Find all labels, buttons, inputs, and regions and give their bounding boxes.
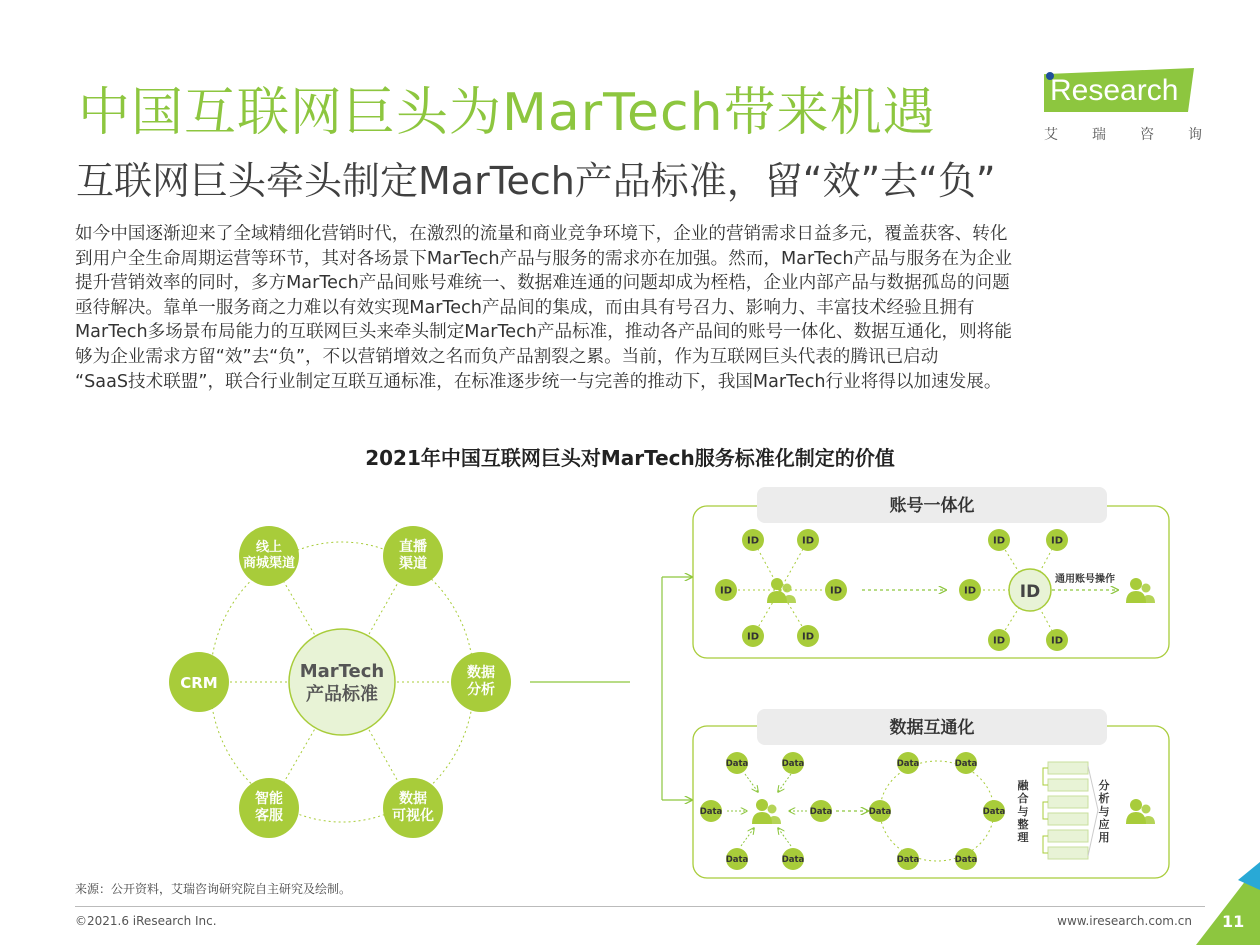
svg-text:ID: ID: [801, 535, 815, 547]
panel-account-title: 账号一体化: [889, 496, 975, 516]
svg-text:数据: 数据: [399, 791, 427, 807]
svg-text:与: 与: [1017, 805, 1029, 818]
svg-text:ID: ID: [992, 535, 1006, 547]
unified-id-label: ID: [1019, 582, 1041, 602]
body-line: 提升营销效率的同时，多方MarTech产品间账号难统一、数据难连通的问题却成为桎梏，企业内部产品与数据孤岛的问题: [75, 273, 1010, 294]
svg-text:Data: Data: [781, 759, 805, 770]
logo-sub-char: 瑞: [1092, 127, 1106, 143]
id-badge: [742, 625, 764, 647]
hub-diagram: [169, 526, 511, 838]
body-line: MarTech多场景布局能力的互联网巨头来牵头制定MarTech产品标准，推动各产品间的账号一体化、数据互通化，则将能: [75, 322, 1012, 343]
svg-text:CRM: CRM: [180, 674, 218, 692]
svg-text:用: 用: [1098, 831, 1110, 844]
logo-sub-char: 咨: [1140, 127, 1154, 143]
logo-sub-char: 询: [1188, 127, 1202, 143]
svg-text:Data: Data: [982, 807, 1006, 818]
svg-text:客服: 客服: [255, 808, 283, 824]
svg-text:Data: Data: [725, 855, 749, 866]
svg-text:析: 析: [1098, 792, 1110, 805]
hub-node-online-mall: [239, 526, 299, 586]
page-number: 11: [1222, 912, 1245, 931]
svg-text:应: 应: [1098, 818, 1110, 831]
id-badge: [797, 529, 819, 551]
merge-label: [1018, 778, 1030, 844]
svg-text:ID: ID: [963, 585, 977, 597]
svg-text:ID: ID: [801, 631, 815, 643]
hub-center-label: 产品标准: [306, 684, 378, 705]
svg-text:ID: ID: [1050, 635, 1064, 647]
hub-center-circle: [289, 629, 395, 735]
id-badge: [742, 529, 764, 551]
svg-text:直播: 直播: [399, 539, 427, 555]
page-title: 中国互联网巨头为MarTech带来机遇: [78, 83, 936, 143]
website-link[interactable]: www.iresearch.com.cn: [1057, 914, 1192, 928]
svg-text:智能: 智能: [255, 791, 283, 807]
id-badge: [715, 579, 737, 601]
id-badge: [988, 529, 1010, 551]
svg-text:Data: Data: [954, 855, 978, 866]
copyright: ©2021.6 iResearch Inc.: [75, 914, 217, 928]
svg-text:ID: ID: [1050, 535, 1064, 547]
body-line: 如今中国逐渐迎来了全域精细化营销时代，在激烈的流量和商业竞争环境下，企业的营销需求日益多元，覆盖获客、转化: [75, 224, 1008, 244]
body-line: 到用户全生命周期运营等环节，其对各场景下MarTech产品与服务的需求亦在加强。然而，MarTech产品与服务在为企业: [75, 248, 1012, 269]
svg-text:ID: ID: [719, 585, 733, 597]
operation-label: 通用账号操作: [1055, 574, 1115, 585]
svg-text:Data: Data: [781, 855, 805, 866]
body-line: 亟待解决。靠单一服务商之力难以有效实现MarTech产品间的集成，而由具有号召力、影响力、丰富技术经验且拥有: [75, 297, 975, 318]
hub-node-data-visualization: [383, 778, 443, 838]
svg-text:数据: 数据: [467, 665, 495, 681]
body-line: “SaaS技术联盟”，联合行业制定互联互通标准，在标准逐步统一与完善的推动下，我国MarTech行业将得以加速发展。: [75, 371, 1002, 392]
svg-text:Data: Data: [725, 759, 749, 770]
source-note: 来源：公开资料，艾瑞咨询研究院自主研究及绘制。: [75, 882, 352, 896]
id-badge: [825, 579, 847, 601]
svg-text:可视化: 可视化: [392, 808, 434, 824]
svg-text:分: 分: [1098, 779, 1110, 792]
hub-node-live-channel: [383, 526, 443, 586]
branch-connector: [530, 577, 692, 800]
svg-text:整: 整: [1017, 818, 1029, 831]
svg-text:Data: Data: [896, 759, 920, 770]
id-badge: [1046, 529, 1068, 551]
svg-text:Data: Data: [954, 759, 978, 770]
svg-text:Data: Data: [809, 807, 833, 818]
svg-text:渠道: 渠道: [399, 556, 427, 572]
panel-data-title: 数据互通化: [889, 718, 975, 738]
hub-node-data-analysis: [451, 652, 511, 712]
svg-text:商城渠道: 商城渠道: [242, 556, 296, 571]
svg-text:ID: ID: [992, 635, 1006, 647]
page-subtitle: 互联网巨头牵头制定MarTech产品标准，留“效”去“负”: [76, 159, 996, 203]
svg-text:ID: ID: [746, 535, 760, 547]
panel-account-unification: [693, 487, 1169, 658]
svg-text:合: 合: [1017, 792, 1029, 805]
svg-text:线上: 线上: [255, 540, 283, 555]
id-badge: [959, 579, 981, 601]
id-badge: [797, 625, 819, 647]
logo-text: Research: [1050, 74, 1179, 107]
svg-text:Data: Data: [868, 807, 892, 818]
apply-label: [1099, 778, 1110, 844]
panel-data-interconnection: [693, 709, 1169, 878]
id-badge: [1046, 629, 1068, 651]
svg-text:与: 与: [1098, 805, 1110, 818]
diagram-title: 2021年中国互联网巨头对MarTech服务标准化制定的价值: [365, 446, 895, 470]
svg-text:ID: ID: [746, 631, 760, 643]
svg-text:理: 理: [1017, 831, 1029, 844]
logo-sub-char: 艾: [1044, 127, 1058, 143]
svg-text:Data: Data: [896, 855, 920, 866]
svg-text:分析: 分析: [467, 682, 495, 698]
hub-center-label: MarTech: [299, 661, 385, 682]
body-line: 够为企业需求方留“效”去“负”，不以营销增效之名而负产品割裂之累。当前，作为互联网巨头代表的腾讯已启动: [75, 346, 939, 367]
svg-text:ID: ID: [829, 585, 843, 597]
svg-text:Data: Data: [699, 807, 723, 818]
footer-divider: [75, 906, 1205, 907]
svg-text:融: 融: [1017, 779, 1029, 792]
id-badge: [988, 629, 1010, 651]
hub-node-crm: [169, 652, 229, 712]
hub-node-smart-service: [239, 778, 299, 838]
